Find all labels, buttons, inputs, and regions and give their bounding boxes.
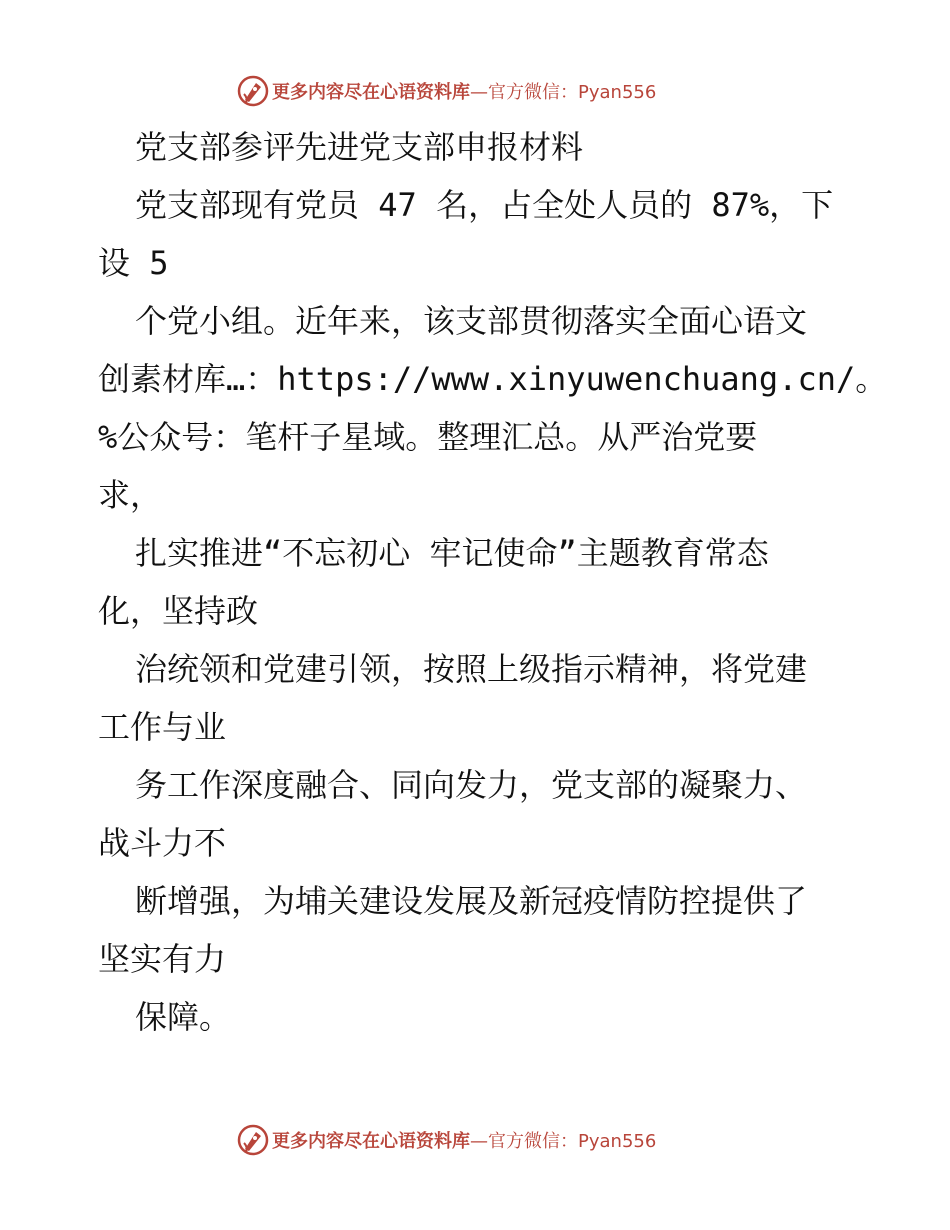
- paragraph-line: 个党小组。近年来，该支部贯彻落实全面心语文: [135, 302, 808, 340]
- document-title: 党支部参评先进党支部申报材料: [135, 128, 584, 166]
- footer-wechat-text: —官方微信：Pyan556: [470, 1131, 657, 1152]
- header-banner: [236, 74, 716, 108]
- paragraph-line: 创素材库…：https://www.xinyuwenchuang.cn/。: [98, 360, 888, 398]
- pen-nib-circle-icon: [236, 1123, 270, 1157]
- paragraph-line: 断增强，为埔关建设发展及新冠疫情防控提供了: [135, 882, 808, 920]
- paragraph-line: 求，: [98, 476, 163, 514]
- paragraph-line: 保障。: [135, 998, 232, 1036]
- paragraph-line: 工作与业: [98, 708, 227, 746]
- paragraph-line: 务工作深度融合、同向发力，党支部的凝聚力、: [135, 766, 808, 804]
- paragraph-line: 战斗力不: [98, 824, 227, 862]
- header-wechat-text: —官方微信：Pyan556: [470, 82, 657, 103]
- header-brand-text: 更多内容尽在心语资料库: [272, 82, 470, 103]
- paragraph-line: 治统领和党建引领，按照上级指示精神，将党建: [135, 650, 808, 688]
- paragraph-line: %公众号：笔杆子星域。整理汇总。从严治党要: [98, 418, 758, 456]
- paragraph-line: 化，坚持政: [98, 592, 259, 630]
- paragraph-line: 扎实推进“不忘初心 牢记使命”主题教育常态: [135, 534, 769, 572]
- footer-banner: [236, 1123, 716, 1157]
- footer-brand-text: 更多内容尽在心语资料库: [272, 1131, 470, 1152]
- paragraph-line: 设 5: [98, 244, 169, 282]
- pen-nib-circle-icon: [236, 74, 270, 108]
- paragraph-line: 坚实有力: [98, 940, 227, 978]
- paragraph-line: 党支部现有党员 47 名，占全处人员的 87%，下: [135, 186, 834, 224]
